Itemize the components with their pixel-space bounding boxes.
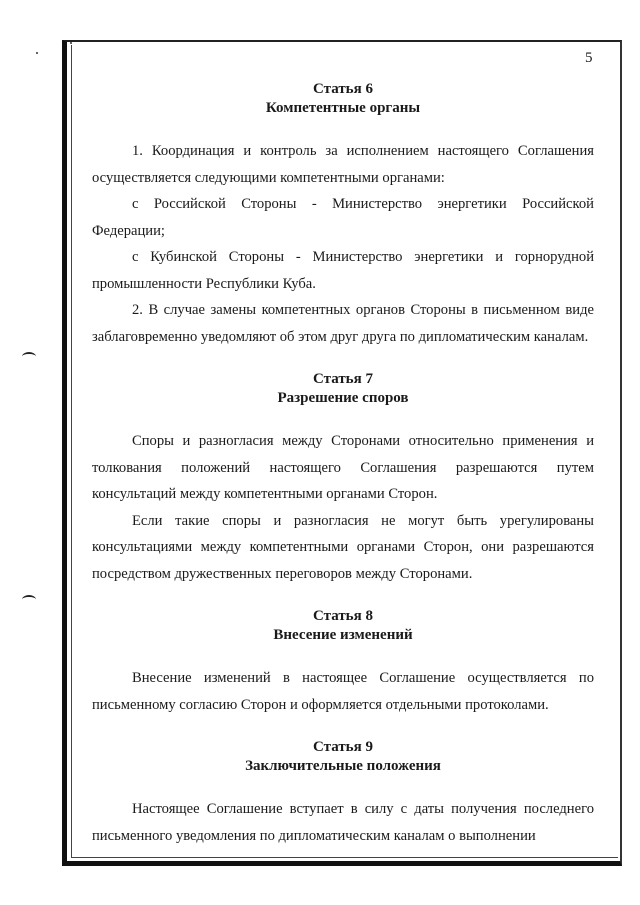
article-title: Статья 9 — [313, 739, 373, 755]
article-subtitle: Внесение изменений — [273, 627, 413, 643]
article-7 — [92, 370, 594, 587]
document-body — [92, 80, 594, 849]
paragraph: 1. Координация и контроль за исполнением настоящего Соглашения осуществляется следующими компетентными органами: — [92, 143, 594, 186]
article-title: Статья 7 — [313, 371, 373, 387]
paragraph: с Российской Стороны - Министерство энергетики Российской Федерации; — [92, 196, 594, 239]
article-subtitle: Разрешение споров — [277, 390, 409, 406]
paragraph: Настоящее Соглашение вступает в силу с даты получения последнего письменного уведомления по дипломатическим каналам о выполнении — [92, 801, 594, 844]
scan-speck — [70, 42, 72, 44]
paragraph: Внесение изменений в настоящее Соглашение осуществляется по письменному согласию Сторон и оформляется отдельными протоколами. — [92, 670, 594, 713]
article-6 — [92, 80, 594, 350]
paragraph: Споры и разногласия между Сторонами относительно применения и толкования положений настоящего Соглашения разрешаются путем консультаций между компетентными органами Сторон. — [92, 433, 594, 502]
article-title: Статья 8 — [313, 608, 373, 624]
paragraph: с Кубинской Стороны - Министерство энергетики и горнорудной промышленности Республики Куба. — [92, 249, 594, 292]
article-title: Статья 6 — [313, 81, 373, 97]
article-subtitle: Заключительные положения — [245, 758, 441, 774]
article-9 — [92, 738, 594, 849]
punch-hole-mark — [22, 352, 36, 361]
punch-hole-mark — [22, 595, 36, 604]
paragraph: 2. В случае замены компетентных органов Стороны в письменном виде заблаговременно уведомляют об этом друг друга по дипломатическим каналам. — [92, 302, 594, 345]
paragraph: Если такие споры и разногласия не могут быть урегулированы консультациями между компетентными органами Сторон, они разрешаются посредством дружественных переговоров между Сторонами. — [92, 512, 594, 582]
article-subtitle: Компетентные органы — [265, 100, 421, 116]
scan-speck — [36, 52, 38, 54]
article-8 — [92, 607, 594, 718]
page-number: 5 — [585, 50, 593, 66]
